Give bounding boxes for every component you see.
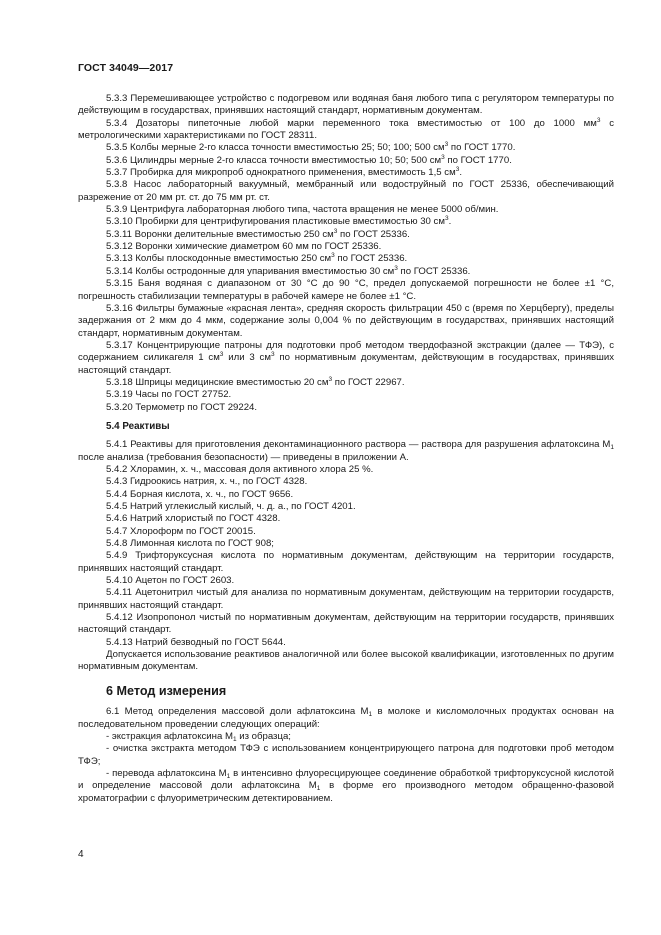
paragraph-5-3-6: 5.3.6 Цилиндры мерные 2-го класса точности вместимостью 10; 50; 500 $см^3$ по ГОСТ 1770.: [106, 153, 512, 166]
paragraph-5-3-18: 5.3.18 Шприцы медицинские вместимостью 20 $см^3$ по ГОСТ 22967.: [106, 375, 405, 388]
paragraph-5-3-11: 5.3.11 Воронки делительные вместимостью 250 $см^3$ по ГОСТ 25336.: [106, 227, 410, 240]
paragraph-5-3-19: 5.3.19 Часы по ГОСТ 27752.: [106, 389, 232, 401]
paragraph-5-4-2: 5.4.2 Хлорамин, х. ч., массовая доля активного хлора 25 %.: [106, 463, 374, 475]
paragraph-5-4-1: 5.4.1 Реактивы для приготовления деконтаминационного раствора — раствора для разрушения афлатоксина $М_1$ после анализа (требования безопасности) — приведены в приложении А.: [78, 439, 614, 463]
paragraph-5-3-5: 5.3.5 Колбы мерные 2-го класса точности вместимостью 25; 50; 100; 500 $см^3$ по ГОСТ 1770.: [106, 141, 516, 154]
list-item-operation-3: - перевода афлатоксина $М_1$ в интенсивно флуоресцирующее соединение обработкой трифторуксусной кислотой и определение массовой доли афлатоксина $М_1$ в форме его производного методом обращенно-фазовой хроматографии с флуориметрическим детектированием.: [78, 767, 615, 804]
paragraph-6-1: 6.1 Метод определения массовой доли афлатоксина $М_1$ в молоке и кисломолочных продуктах основан на последовательном проведении следующих операций:: [78, 706, 614, 730]
document-header: ГОСТ 34049—2017: [78, 62, 174, 74]
paragraph-5-4-11: 5.4.11 Ацетонитрил чистый для анализа по нормативным документам, действующим на территории государств, принявших настоящий стандарт.: [78, 587, 614, 611]
page-number: 4: [78, 849, 84, 860]
paragraph-5-3-7: 5.3.7 Пробирка для микропроб однократного применения, вместимость 1,5 $см^3$.: [106, 166, 462, 179]
paragraph-5-4-10: 5.4.10 Ацетон по ГОСТ 2603.: [106, 575, 235, 587]
paragraph-5-4-3: 5.4.3 Гидроокись натрия, х. ч., по ГОСТ 4328.: [106, 476, 308, 488]
paragraph-reagents-note: Допускается использование реактивов аналогичной или более высокой квалификации, изготовленных по другим нормативным документам.: [78, 649, 614, 673]
paragraph-5-3-17: 5.3.17 Концентрирующие патроны для подготовки проб методом твердофазной экстракции (далее — ТФЭ), с содержанием силикагеля 1 $см^3$ или 3 $см^3$ по нормативным документам, действующим в государствах, принявших настоящий стандарт.: [78, 339, 614, 376]
paragraph-5-3-8: 5.3.8 Насос лабораторный вакуумный, мембранный или водоструйный по ГОСТ 25336, обеспечивающий разрежение от 20 мм рт. ст. до 75 мм рт. ст.: [78, 179, 614, 203]
paragraph-5-4-13: 5.4.13 Натрий безводный по ГОСТ 5644.: [106, 636, 286, 648]
subsection-heading-reagents: 5.4 Реактивы: [106, 420, 170, 432]
paragraph-5-3-10: 5.3.10 Пробирки для центрифугирования пластиковые вместимостью 30 $см^3$.: [106, 215, 452, 228]
section-heading-method: 6 Метод измерения: [106, 683, 227, 698]
paragraph-5-3-14: 5.3.14 Колбы остродонные для упаривания вместимостью 30 $см^3$ по ГОСТ 25336.: [106, 264, 471, 277]
paragraph-5-3-15: 5.3.15 Баня водяная с диапазоном от 30 °С до 90 °С, предел допускаемой погрешности не более ±1 °С, погрешность стабилизации температуры в рабочей камере не более ±1 °С.: [78, 278, 614, 302]
paragraph-5-4-4: 5.4.4 Борная кислота, х. ч., по ГОСТ 9656.: [106, 488, 294, 500]
paragraph-5-3-9: 5.3.9 Центрифуга лабораторная любого типа, частота вращения не менее 5000 об/мин.: [106, 204, 499, 216]
paragraph-5-3-13: 5.3.13 Колбы плоскодонные вместимостью 250 $см^3$ по ГОСТ 25336.: [106, 252, 408, 265]
paragraph-5-4-6: 5.4.6 Натрий хлористый по ГОСТ 4328.: [106, 513, 281, 525]
paragraph-5-3-3: 5.3.3 Перемешивающее устройство с подогревом или водяная баня любого типа с регулятором температуры по действующим в государствах, принявших настоящий стандарт, нормативным документам.: [78, 93, 614, 117]
paragraph-5-3-16: 5.3.16 Фильтры бумажные «красная лента», средняя скорость фильтрации 450 с (время по Херцбергу), пределы задержания от 2 мкм до 4 мкм, содержание золы 0,004 % по действующим в государствах, принявших настоящий стандарт, нормативным документам.: [78, 302, 614, 339]
list-item-operation-2: - очистка экстракта методом ТФЭ с использованием концентрирующего патрона для подготовки проб методом ТФЭ;: [78, 743, 614, 767]
paragraph-5-4-8: 5.4.8 Лимонная кислота по ГОСТ 908;: [106, 538, 274, 550]
document-body: [78, 93, 614, 805]
paragraph-5-4-12: 5.4.12 Изопропонол чистый по нормативным документам, действующим на территории государств, принявших настоящий стандарт.: [78, 612, 614, 636]
paragraph-5-3-20: 5.3.20 Термометр по ГОСТ 29224.: [106, 401, 258, 413]
paragraph-5-4-9: 5.4.9 Трифторуксусная кислота по нормативным документам, действующим на территории государств, принявших настоящий стандарт.: [78, 550, 614, 574]
paragraph-5-4-7: 5.4.7 Хлороформ по ГОСТ 20015.: [106, 525, 256, 537]
list-item-operation-1: - экстракция афлатоксина $М_1$ из образца;: [106, 730, 291, 743]
paragraph-5-3-12: 5.3.12 Воронки химические диаметром 60 мм по ГОСТ 25336.: [106, 241, 382, 253]
paragraph-5-3-4: 5.3.4 Дозаторы пипеточные любой марки переменного тока вместимостью от 100 до 1000 $мм^3$ с метрологическими характеристиками по ГОСТ 28311.: [78, 116, 614, 142]
paragraph-5-4-5: 5.4.5 Натрий углекислый кислый, ч. д. а., по ГОСТ 4201.: [106, 501, 356, 512]
